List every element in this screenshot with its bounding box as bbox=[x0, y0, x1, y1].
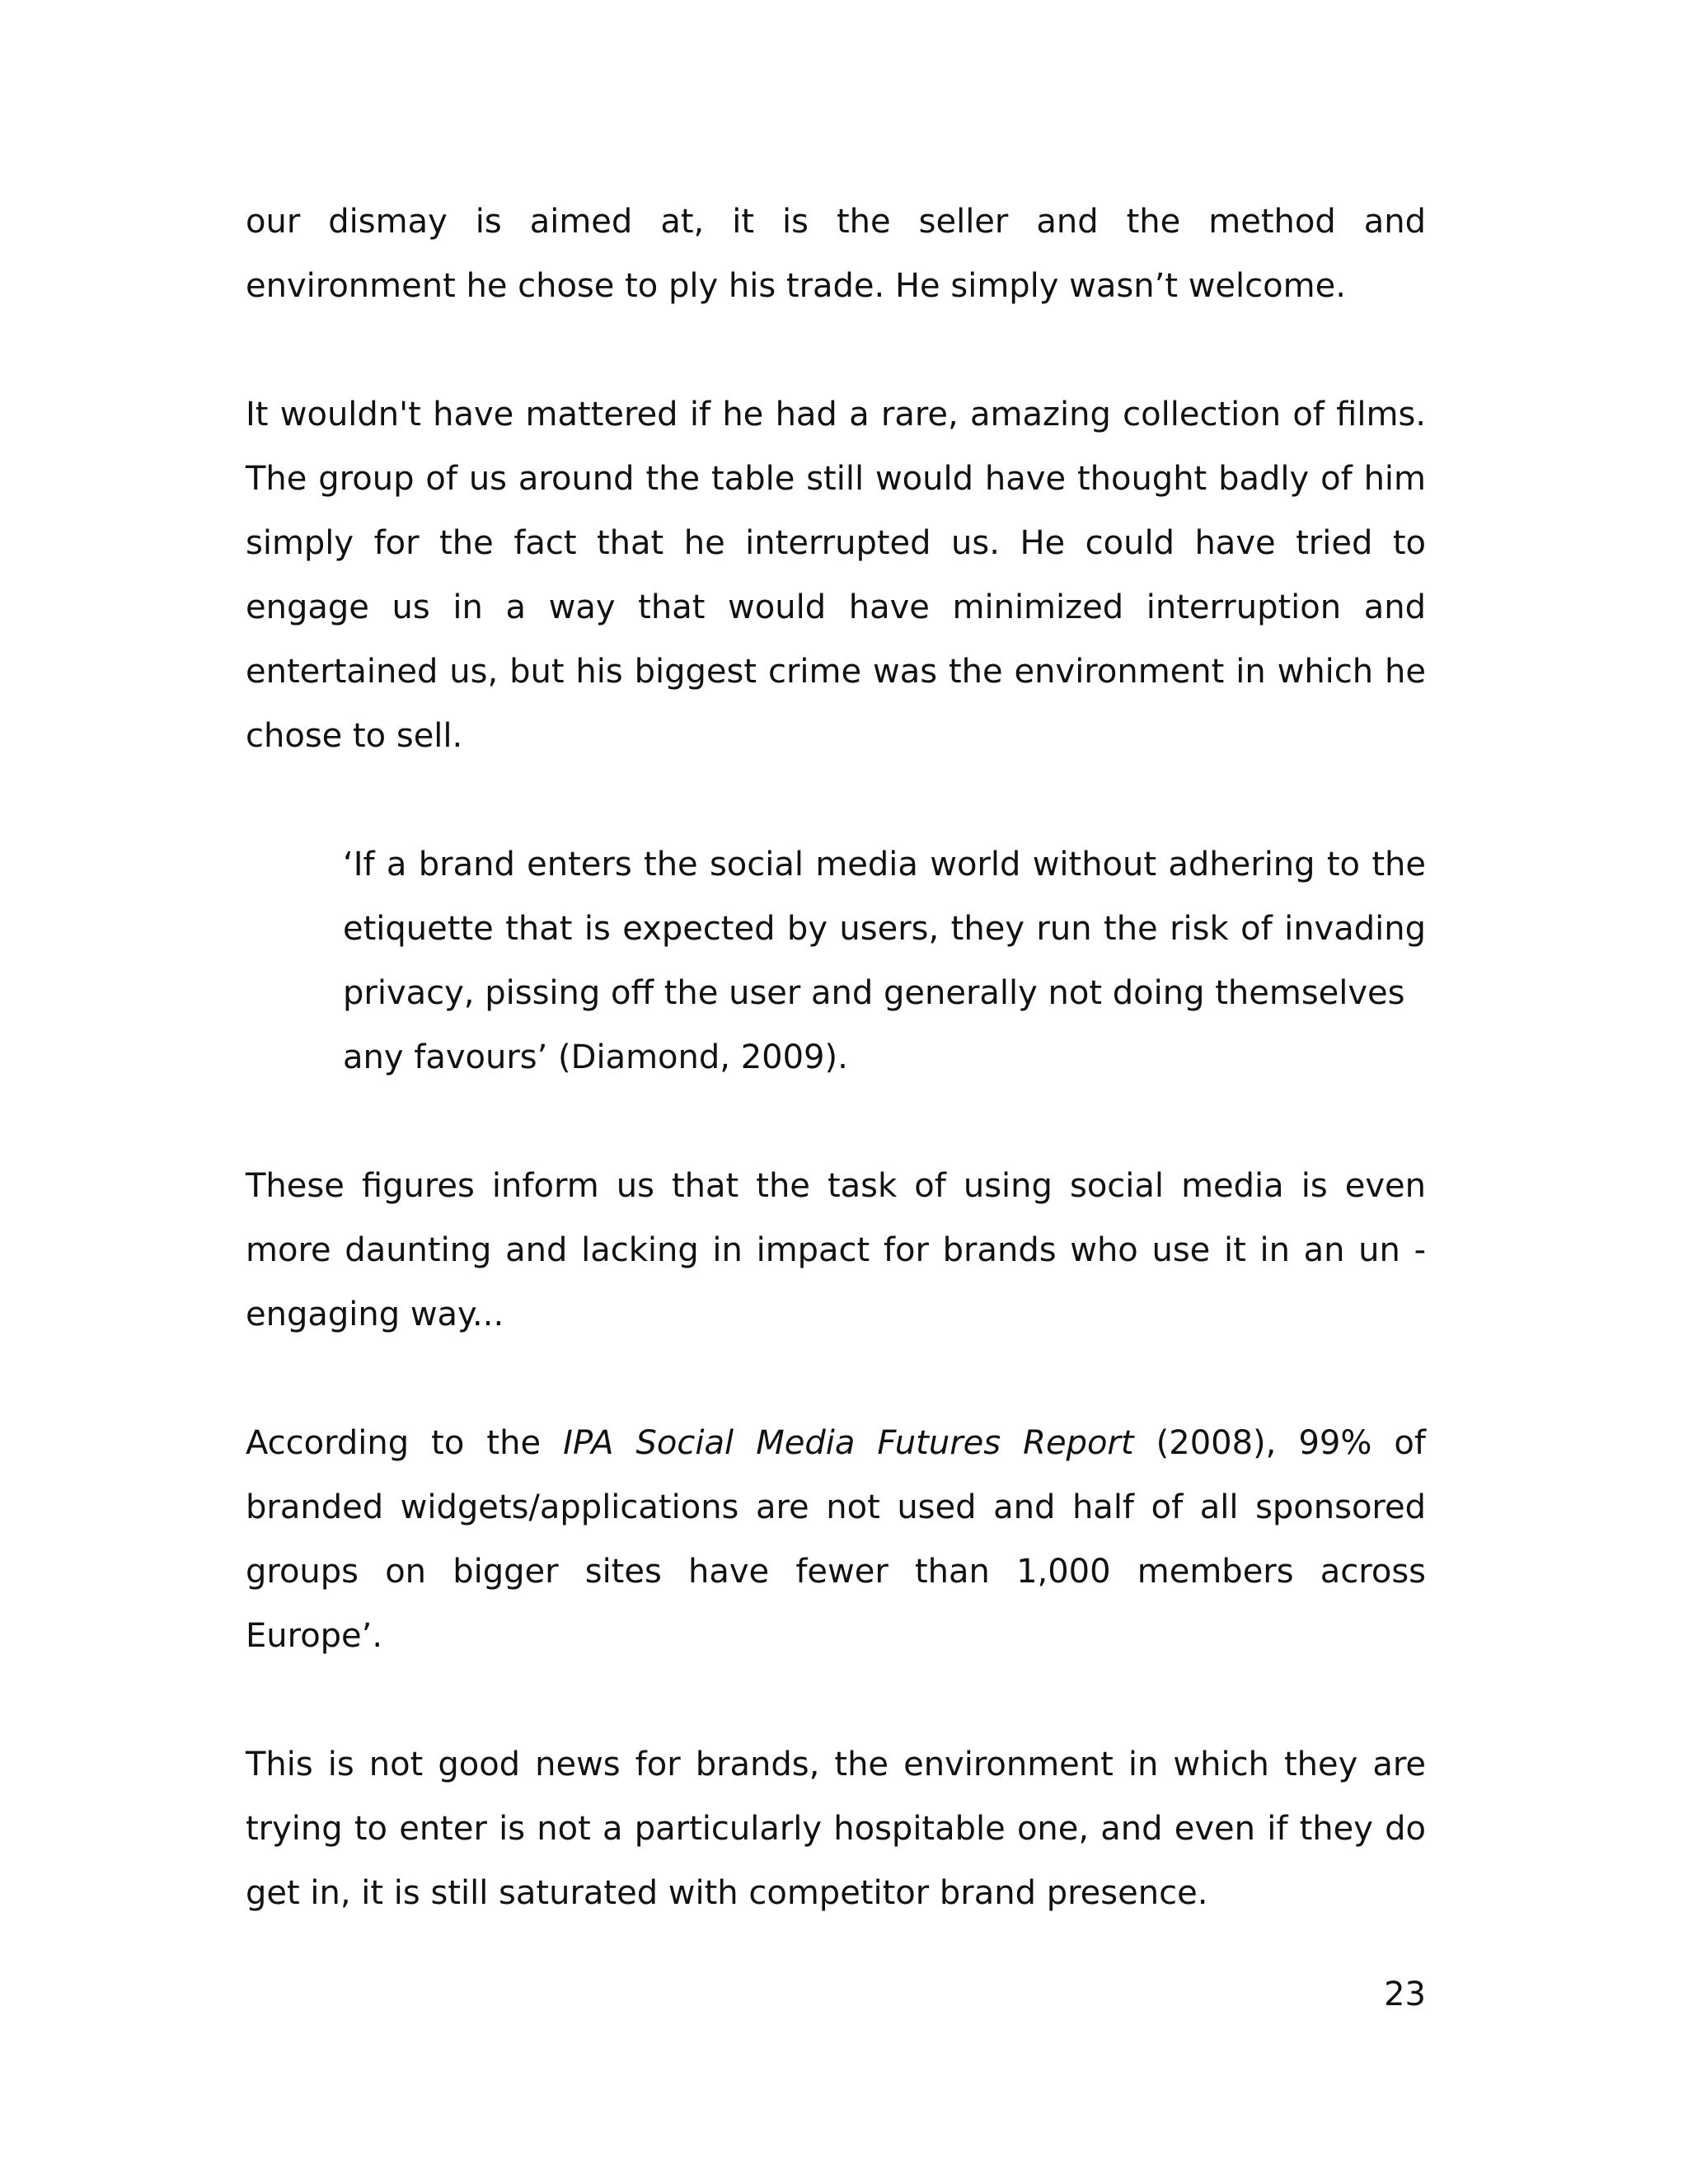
report-title: IPA Social Media Futures Report bbox=[563, 1424, 1134, 1462]
quote-line-1: ‘If a brand enters the social media world without adhering to the etiquette that is expected by users, they run the risk of invading bbox=[343, 846, 1426, 948]
paragraph-2: It wouldn't have mattered if he had a rare, amazing collection of films. The group of us around the table still would have thought badly of him simply for the fact that he interrupted us. He could have tried to engage us in a way that would have minimized interruption and entertained us, but his biggest crime was the environment in which he chose to sell. bbox=[246, 396, 1426, 755]
block-quote bbox=[343, 832, 1426, 1090]
body-text bbox=[246, 190, 1426, 1925]
quote-line-2: privacy, pissing off the user and generally not doing themselves bbox=[343, 974, 1405, 1012]
paragraph-5: This is not good news for brands, the environment in which they are trying to enter is not a particularly hospitable one, and even if they do get in, it is still saturated with competitor brand presence. bbox=[246, 1746, 1426, 1912]
paragraph-4-rest: (2008), 99% of branded widgets/applications are not used and half of all sponsored groups on bigger sites have fewer than 1,000 members across Europe’. bbox=[246, 1424, 1426, 1655]
paragraph-4 bbox=[246, 1411, 1426, 1668]
page-number: 23 bbox=[1384, 1975, 1426, 2013]
paragraph-3: These figures inform us that the task of using social media is even more daunting and lacking in impact for brands who use it in an un -engaging way... bbox=[246, 1167, 1426, 1333]
paragraph-1: our dismay is aimed at, it is the seller and the method and environment he chose to ply his trade. He simply wasn’t welcome. bbox=[246, 203, 1426, 305]
paragraph-4-intro: According to the bbox=[246, 1424, 564, 1462]
quote-line-3: any favours’ (Diamond, 2009). bbox=[343, 1038, 848, 1076]
